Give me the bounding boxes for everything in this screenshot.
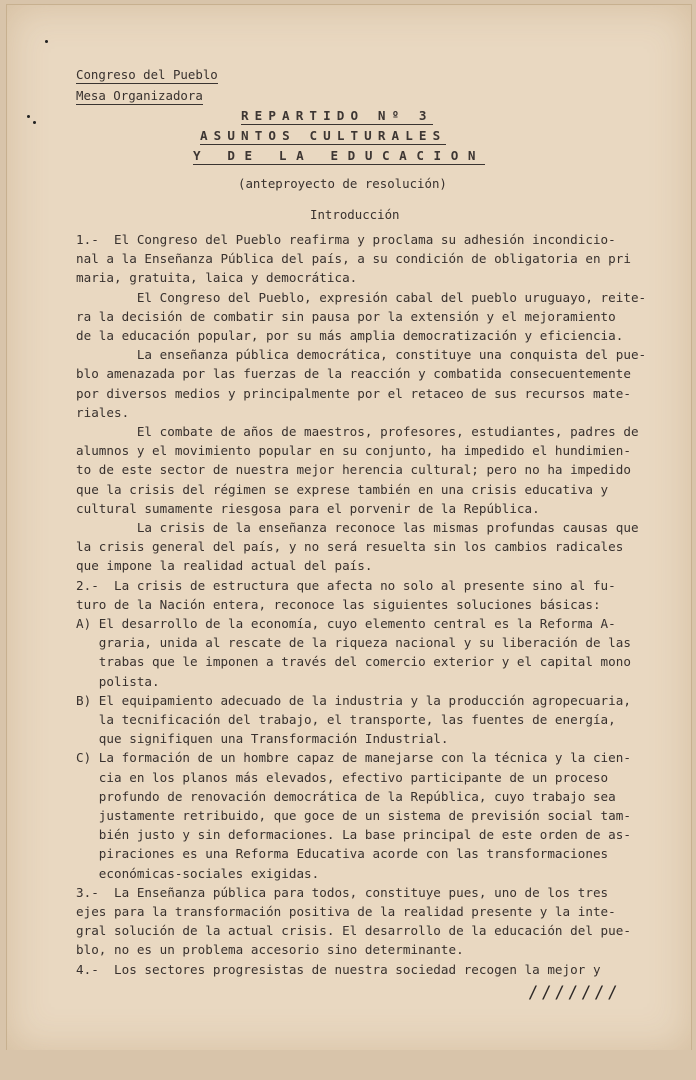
body-line: 2.- La crisis de estructura que afecta no solo al presente sino al fu- bbox=[76, 577, 616, 593]
body-line: económicas-sociales exigidas. bbox=[76, 865, 320, 881]
section-heading: Introducción bbox=[310, 207, 400, 222]
body-line: turo de la Nación entera, reconoce las siguientes soluciones básicas: bbox=[76, 596, 601, 612]
body-line: la tecnificación del trabajo, el transporte, las fuentes de energía, bbox=[76, 712, 616, 727]
body-line: graria, unida al rescate de la riqueza nacional y su liberación de las bbox=[76, 635, 631, 651]
body-line: C) La formación de un hombre capaz de manejarse con la técnica y la cien- bbox=[76, 750, 631, 766]
ink-dot bbox=[27, 115, 30, 118]
body-line: por diversos medios y principalmente por el retaceo de sus recursos mate- bbox=[76, 385, 631, 401]
body-line: polista. bbox=[76, 673, 160, 689]
body-line: maria, gratuita, laica y democrática. bbox=[76, 270, 358, 286]
body-line: que la crisis del régimen se exprese también en una crisis educativa y bbox=[76, 481, 609, 497]
body-line: 1.- El Congreso del Pueblo reafirma y proclama su adhesión incondicio- bbox=[76, 232, 616, 247]
body-line: justamente retribuido, que goce de un sistema de previsión social tam- bbox=[76, 808, 631, 823]
body-line: profundo de renovación democrática de la República, cuyo trabajo sea bbox=[76, 788, 616, 804]
page-margin bbox=[0, 1050, 696, 1080]
body-line: La enseñanza pública democrática, constituye una conquista del pue- bbox=[76, 347, 647, 363]
body-line: ejes para la transformación positiva de la realidad presente y la inte- bbox=[76, 904, 616, 919]
continuation-mark: /////// bbox=[528, 983, 621, 1003]
body-line: 4.- Los sectores progresistas de nuestra sociedad recogen la mejor y bbox=[76, 961, 601, 977]
title-line-2: ASUNTOS CULTURALES bbox=[200, 128, 447, 143]
body-line: El Congreso del Pueblo, expresión cabal del pueblo uruguayo, reite- bbox=[76, 289, 647, 305]
ink-dot bbox=[33, 121, 36, 124]
body-line: de la educación popular, por su más amplia democratización y eficiencia. bbox=[76, 328, 624, 343]
body-line: riales. bbox=[76, 404, 130, 420]
body-line: B) El equipamiento adecuado de la industria y la producción agropecuaria, bbox=[76, 692, 631, 708]
body-line: la crisis general del país, y no será resuelta sin los cambios radicales bbox=[76, 539, 624, 555]
body-line: La crisis de la enseñanza reconoce las mismas profundas causas que bbox=[76, 520, 639, 535]
body-line: El combate de años de maestros, profesores, estudiantes, padres de bbox=[76, 424, 639, 439]
body-line: blo, no es un problema accesorio sino determinante. bbox=[76, 942, 464, 958]
body-line: que impone la realidad actual del país. bbox=[76, 558, 373, 574]
body-line: to de este sector de nuestra mejor herencia cultural; pero no ha impedido bbox=[76, 462, 631, 478]
body-line: alumnos y el movimiento popular en su conjunto, ha impedido el hundimien- bbox=[76, 443, 631, 459]
ink-dot bbox=[45, 40, 48, 43]
body-line: que signifiquen una Transformación Industrial. bbox=[76, 731, 449, 747]
body-line: cultural sumamente riesgosa para el porvenir de la República. bbox=[76, 500, 540, 516]
body-line: piraciones es una Reforma Educativa acorde con las transformaciones bbox=[76, 846, 609, 862]
body-line: ra la decisión de combatir sin pausa por la extensión y el mejoramiento bbox=[76, 308, 616, 324]
body-line: gral solución de la actual crisis. El desarrollo de la educación del pue- bbox=[76, 923, 631, 939]
title-line-3: Y DE LA EDUCACION bbox=[193, 148, 486, 163]
body-line: blo amenazada por las fuerzas de la reacción y combatida consecuentemente bbox=[76, 366, 631, 382]
title-line-1: REPARTIDO Nº 3 bbox=[241, 108, 433, 123]
org-line-2: Mesa Organizadora bbox=[76, 88, 203, 103]
body-line: bién justo y sin deformaciones. La base principal de este orden de as- bbox=[76, 827, 631, 843]
body-line: A) El desarrollo de la economía, cuyo elemento central es la Reforma A- bbox=[76, 616, 616, 631]
body-line: 3.- La Enseñanza pública para todos, constituye pues, uno de los tres bbox=[76, 884, 609, 900]
org-line-1: Congreso del Pueblo bbox=[76, 67, 218, 82]
body-line: nal a la Enseñanza Pública del país, a su condición de obligatoria en pri bbox=[76, 251, 631, 267]
subtitle: (anteproyecto de resolución) bbox=[238, 176, 447, 191]
body-line: trabas que le imponen a través del comercio exterior y el capital mono bbox=[76, 654, 631, 670]
body-line: cia en los planos más elevados, efectivo participante de un proceso bbox=[76, 769, 609, 785]
